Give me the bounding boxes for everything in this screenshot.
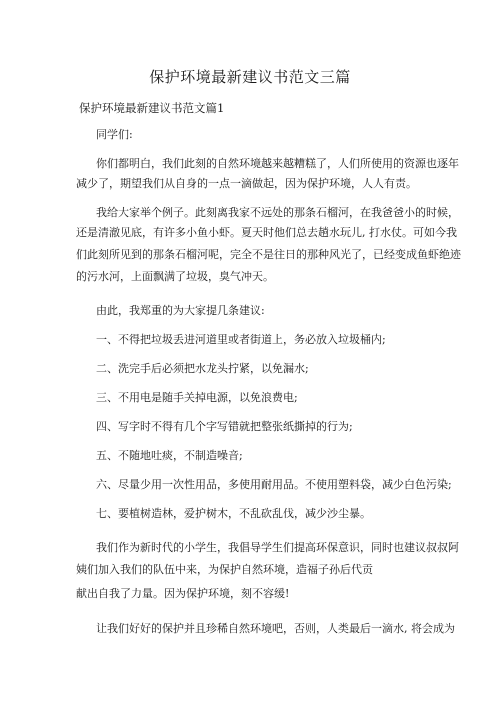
paragraph-line: 减少了，期望我们从自身的一点一滴做起，因为保护环境，人人有责。 <box>76 177 417 190</box>
paragraph-line: 的污水河，上面飘满了垃圾，臭气冲天。 <box>76 270 274 283</box>
paragraph-line: 献出自我了力量。因为保护环境，刻不容缓! <box>76 587 290 600</box>
paragraph-line: 由此，我郑重的为大家提几条建议: <box>96 304 265 317</box>
suggestion-item: 七、要植树造林，爱护树木，不乱砍乱伐，减少沙尘暴。 <box>96 507 371 520</box>
section-heading: 保护环境最新建议书范文篇1 <box>79 101 225 115</box>
paragraph-line: 们此刻所见到的那条石榴河呢，完全不是往日的那种风光了，已经变成鱼虾绝迹 <box>76 248 461 261</box>
paragraph-line: 我给大家举个例子。此刻离我家不远处的那条石榴河，在我爸爸小的时候， <box>96 206 459 219</box>
suggestion-item: 六、尽量少用一次性用品，多使用耐用品。不使用塑料袋，减少白色污染; <box>96 478 452 491</box>
suggestion-item: 四、写字时不得有几个字写错就把整张纸撕掉的行为; <box>96 420 353 433</box>
paragraph-line: 你们都明白，我们此刻的自然环境越来越糟糕了，人们所使用的资源也逐年 <box>96 157 459 170</box>
suggestion-item: 五、不随地吐痰，不制造噪音; <box>96 449 243 462</box>
suggestion-item: 一、不得把垃圾丢进河道里或者街道上，务必放入垃圾桶内; <box>96 333 386 346</box>
suggestion-item: 三、不用电是随手关掉电源，以免浪费电; <box>96 391 298 404</box>
greeting-line: 同学们: <box>96 128 133 141</box>
document-title: 保护环境最新建议书范文三篇 <box>149 68 351 86</box>
paragraph-line: 姨们加入我们的队伍中来，为保护自然环境，造福子孙后代贡 <box>76 563 373 576</box>
suggestion-item: 二、洗完手后必须把水龙头拧紧，以免漏水; <box>96 362 309 375</box>
paragraph-line: 还是清澈见底，有许多小鱼小虾。夏天时他们总去趟水玩儿, 打水仗。可如今我 <box>76 226 457 239</box>
paragraph-line: 我们作为新时代的小学生，我倡导学生们提高环保意识，同时也建议叔叔阿 <box>96 541 459 554</box>
paragraph-line: 让我们好好的保护并且珍稀自然环境吧，否则，人类最后一滴水, 将会成为 <box>96 622 455 635</box>
